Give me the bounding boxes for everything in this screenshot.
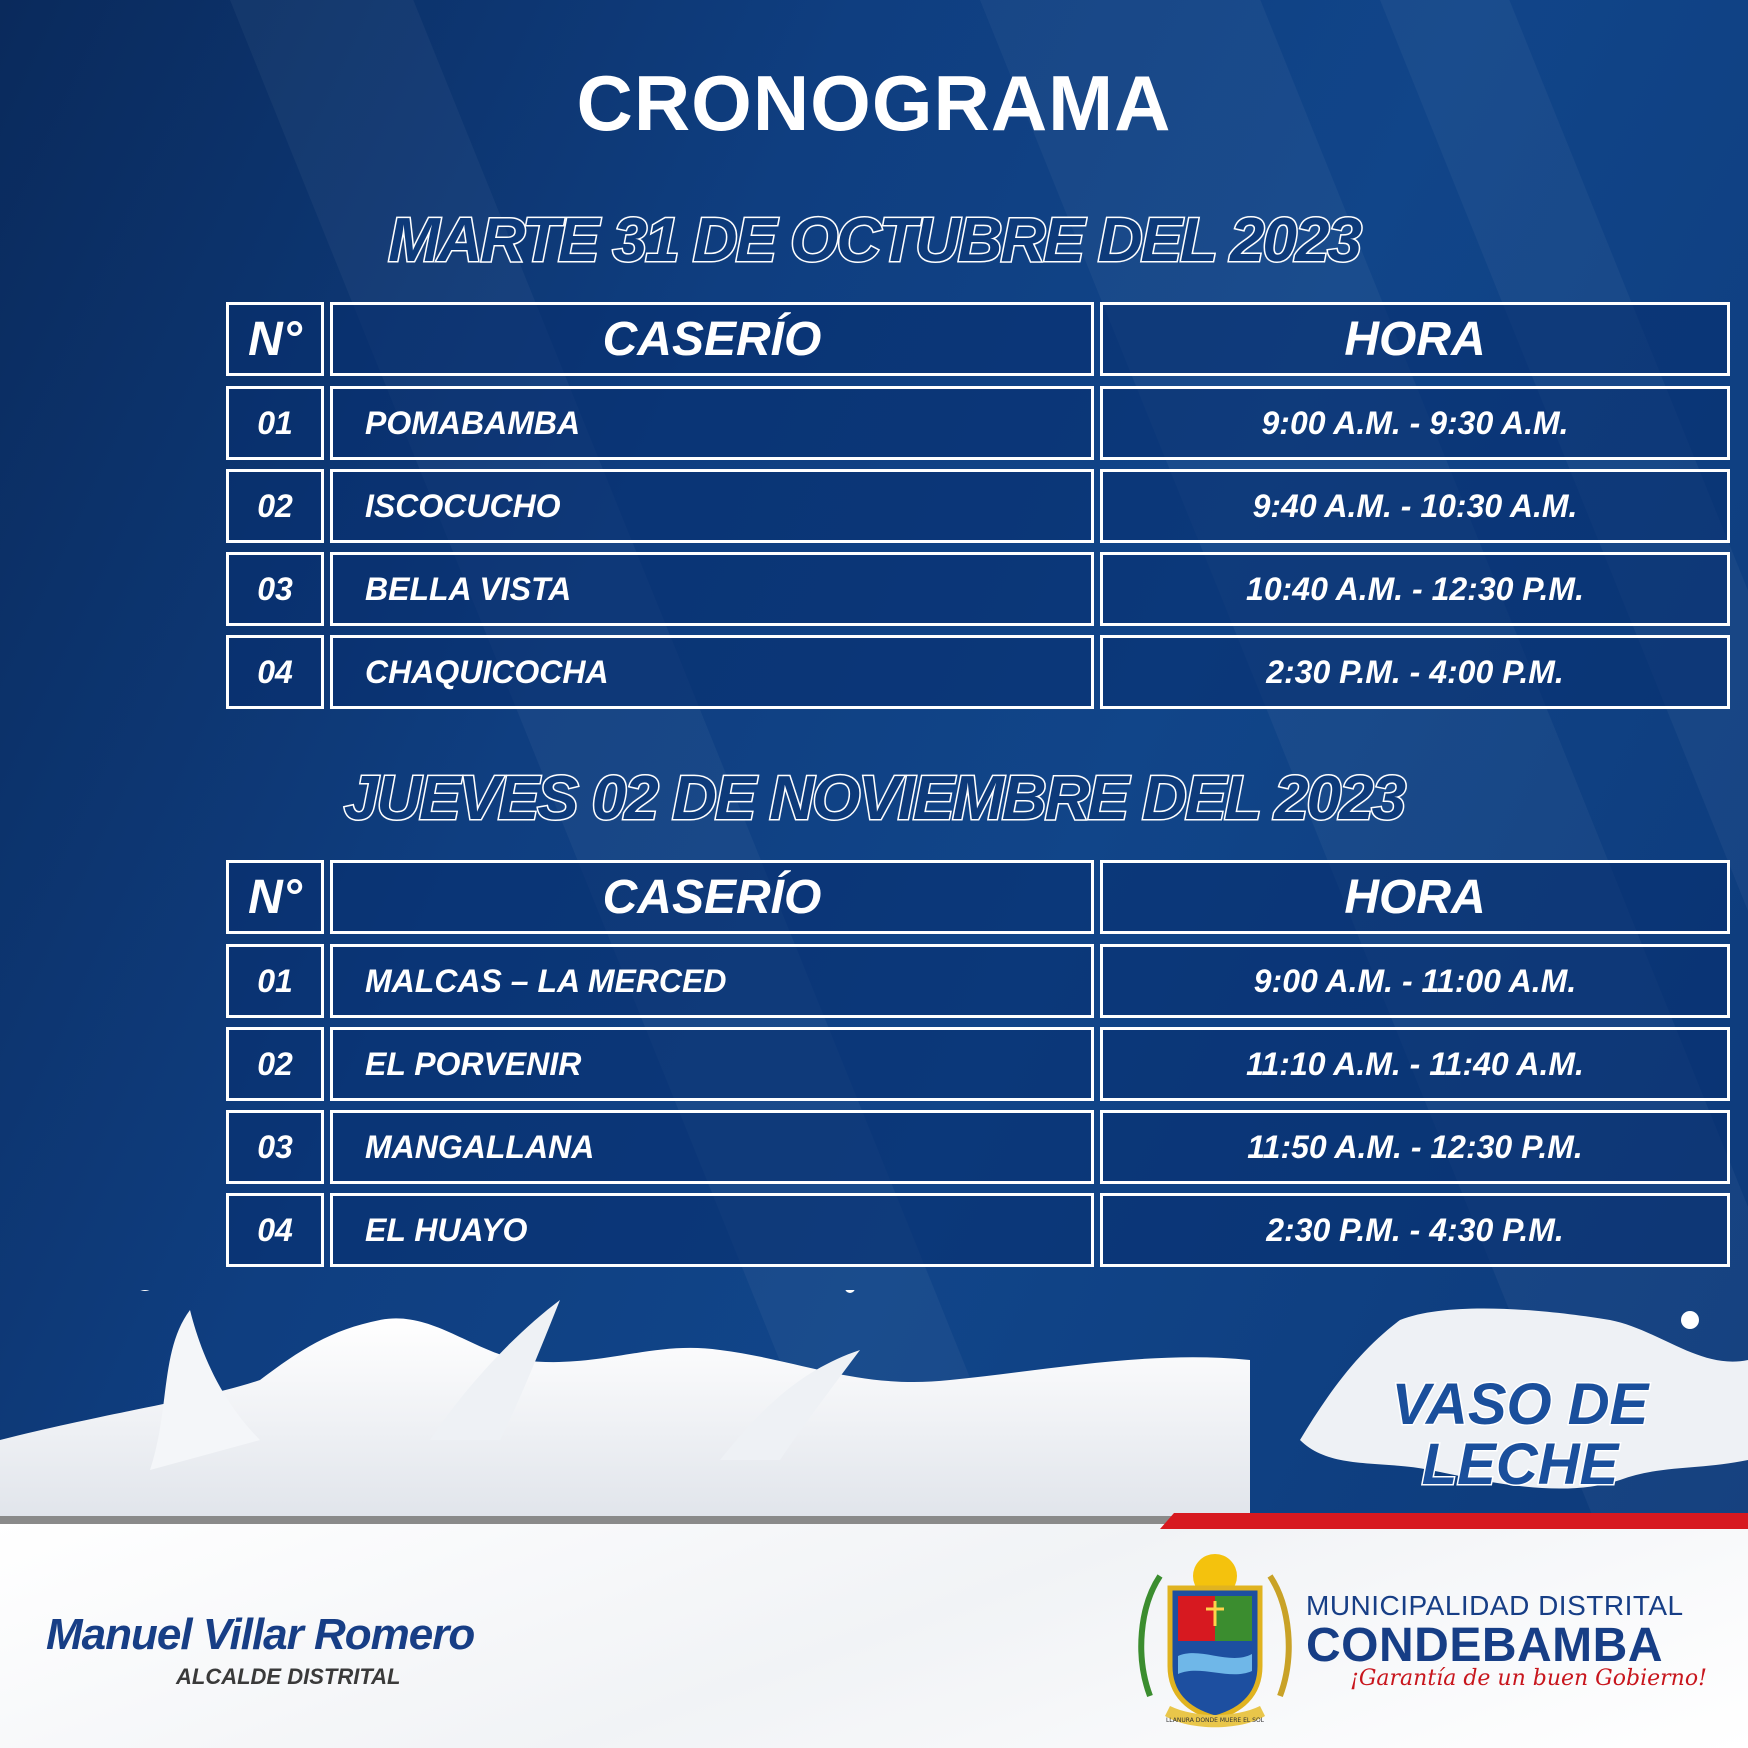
table-row (226, 1027, 1584, 1105)
header-hour: HORA (1100, 302, 1730, 376)
table-row (226, 552, 1584, 630)
municipality-slogan: ¡Garantía de un buen Gobierno! (1350, 1666, 1707, 1691)
row-num: 02 (226, 1027, 324, 1101)
row-num: 01 (226, 386, 324, 460)
row-place: BELLA VISTA (330, 552, 1094, 626)
header-place: CASERÍO (330, 302, 1094, 376)
municipality-label: MUNICIPALIDAD DISTRITAL (1306, 1590, 1684, 1621)
table-row (226, 635, 1564, 713)
table-row (226, 1193, 1564, 1271)
row-place: EL PORVENIR (330, 1027, 1094, 1101)
municipality-name: CONDEBAMBA (1306, 1619, 1663, 1672)
vaso-de-leche-logo (1370, 1372, 1670, 1497)
row-place: MALCAS – LA MERCED (330, 944, 1094, 1018)
row-num: 01 (226, 944, 324, 1018)
row-hour: 2:30 P.M. - 4:00 P.M. (1100, 635, 1730, 709)
row-hour: 2:30 P.M. - 4:30 P.M. (1100, 1193, 1730, 1267)
table-row (226, 944, 1577, 1022)
mayor-name: Manuel Villar Romero (46, 1610, 475, 1659)
table-header-row (226, 860, 1504, 938)
table-header-row (226, 302, 1504, 380)
table-row (226, 1110, 1583, 1188)
row-place: ISCOCUCHO (330, 469, 1094, 543)
row-place: POMABAMBA (330, 386, 1094, 460)
row-num: 03 (226, 1110, 324, 1184)
svg-text:LLANURA DONDE MUERE EL SOL: LLANURA DONDE MUERE EL SOL (1165, 1717, 1265, 1724)
schedule-date-2: JUEVES 02 DE NOVIEMBRE DEL 2023 (343, 764, 1405, 833)
header-place: CASERÍO (330, 860, 1094, 934)
row-num: 03 (226, 552, 324, 626)
row-hour: 9:00 A.M. - 11:00 A.M. (1100, 944, 1730, 1018)
row-num: 04 (226, 1193, 324, 1267)
row-hour: 11:50 A.M. - 12:30 P.M. (1100, 1110, 1730, 1184)
table-row (226, 469, 1578, 547)
footer-accent-bar (1160, 1513, 1748, 1529)
municipal-crest-icon (1130, 1546, 1300, 1736)
row-num: 04 (226, 635, 324, 709)
row-hour: 11:10 A.M. - 11:40 A.M. (1100, 1027, 1730, 1101)
header-num: N° (226, 860, 324, 934)
logo-line-1: VASO DE (1391, 1372, 1649, 1437)
row-place: CHAQUICOCHA (330, 635, 1094, 709)
table-row (226, 386, 1569, 464)
row-num: 02 (226, 469, 324, 543)
row-place: EL HUAYO (330, 1193, 1094, 1267)
header-num: N° (226, 302, 324, 376)
page-title: CRONOGRAMA (576, 59, 1172, 147)
header-hour: HORA (1100, 860, 1730, 934)
row-place: MANGALLANA (330, 1110, 1094, 1184)
schedule-date-1: MARTE 31 DE OCTUBRE DEL 2023 (388, 206, 1360, 275)
row-hour: 9:40 A.M. - 10:30 A.M. (1100, 469, 1730, 543)
row-hour: 9:00 A.M. - 9:30 A.M. (1100, 386, 1730, 460)
row-hour: 10:40 A.M. - 12:30 P.M. (1100, 552, 1730, 626)
logo-line-2: LECHE (1421, 1432, 1619, 1497)
mayor-role: ALCALDE DISTRITAL (176, 1664, 401, 1689)
